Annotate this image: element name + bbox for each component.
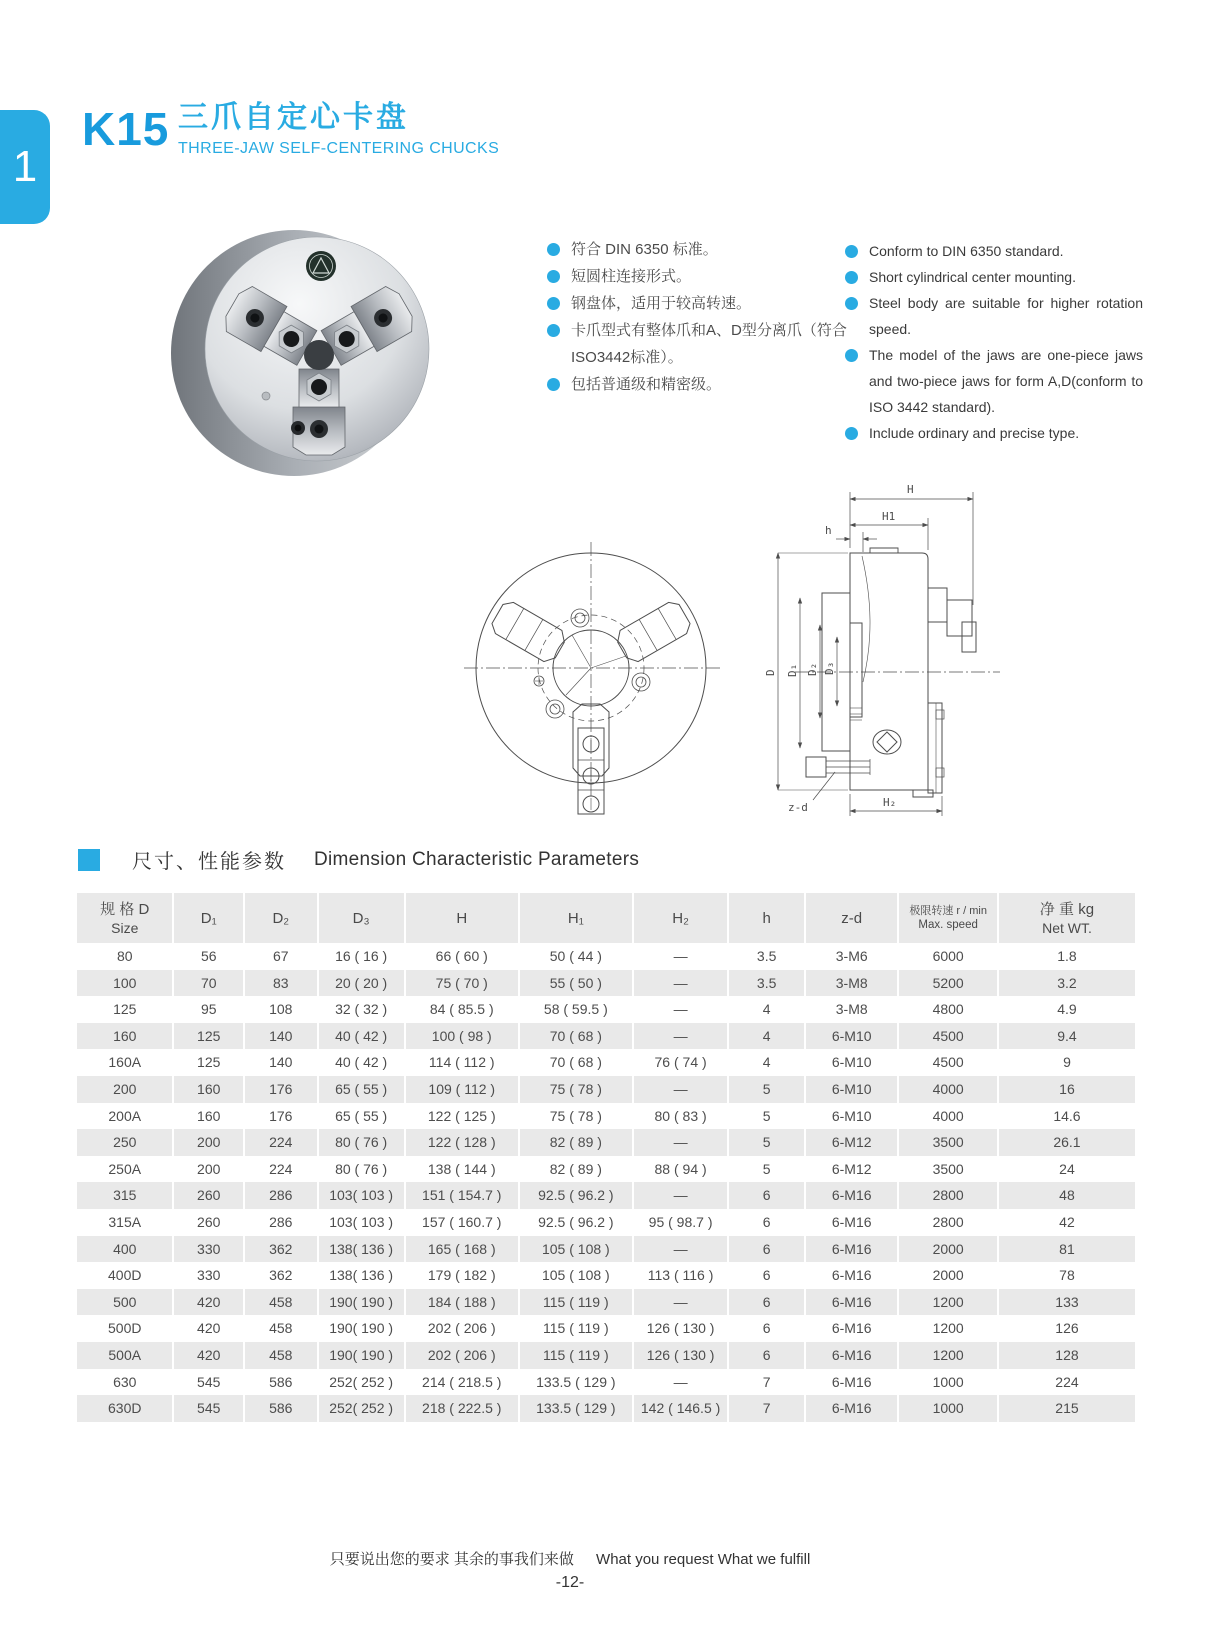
table-cell: 4 <box>762 1054 771 1071</box>
feature-item <box>547 371 847 398</box>
table-cell: 260 <box>174 1182 243 1209</box>
table-row <box>77 1236 1135 1263</box>
table-cell: 83 <box>245 970 317 997</box>
table-cell: 3-M8 <box>835 1001 868 1018</box>
col-header: z-d <box>806 893 897 943</box>
table-cell: 6-M12 <box>831 1160 872 1177</box>
table-cell: 214 ( 218.5 ) <box>422 1373 502 1390</box>
table-cell: — <box>673 948 688 964</box>
table-cell: 315A <box>108 1213 142 1230</box>
table-cell: 420 <box>197 1320 221 1337</box>
chapter-tab <box>0 110 50 224</box>
section-heading <box>78 845 639 874</box>
feature-text: 包括普通级和精密级。 <box>571 376 722 393</box>
table-cell: 75 ( 70 ) <box>406 970 518 997</box>
table-row <box>77 1369 1135 1396</box>
table-cell: 126 ( 130 ) <box>646 1320 715 1337</box>
table-cell: 70 ( 68 ) <box>549 1054 602 1071</box>
table-cell: 3-M6 <box>835 948 868 964</box>
table-cell: 6-M16 <box>831 1320 872 1337</box>
table-cell: 1.8 <box>1057 948 1077 964</box>
table-cell: 6-M10 <box>831 1054 872 1071</box>
table-cell: 70 ( 68 ) <box>520 1023 632 1050</box>
brand-logo-badge <box>306 251 336 281</box>
table-cell: 5 <box>762 1160 771 1177</box>
feature-text: Include ordinary and precise type. <box>869 425 1080 441</box>
table-cell: 58 ( 59.5 ) <box>543 1001 608 1018</box>
table-cell: 6 <box>729 1289 804 1316</box>
table-row <box>77 1182 1135 1209</box>
table-cell: 157 ( 160.7 ) <box>422 1213 502 1230</box>
table-cell: 5 <box>729 1076 804 1103</box>
table-cell: 125 <box>113 1001 137 1018</box>
page-title-zh: 三爪自定心卡盘 <box>178 101 409 134</box>
table-cell: 6-M16 <box>831 1267 872 1284</box>
title-block <box>178 92 499 158</box>
table-cell: 252( 252 ) <box>329 1373 394 1390</box>
table-cell: 3500 <box>899 1129 997 1156</box>
table-cell: 286 <box>245 1182 317 1209</box>
table-cell: 6 <box>729 1182 804 1209</box>
col-header: H₁ <box>520 893 632 943</box>
table-cell: 138( 136 ) <box>319 1236 404 1263</box>
table-cell: — <box>634 1023 727 1050</box>
table-cell: 7 <box>729 1395 804 1422</box>
table-cell: 586 <box>245 1395 317 1422</box>
dim-label-zd: z-d <box>788 801 808 814</box>
table-cell: 4 <box>729 1023 804 1050</box>
jaw-block <box>928 588 976 652</box>
table-cell: 1000 <box>932 1373 964 1390</box>
footer-slogan <box>0 1548 1140 1569</box>
dim-label-H2: H₂ <box>883 796 897 809</box>
table-cell: 4.9 <box>1057 1001 1077 1018</box>
table-cell: — <box>634 1076 727 1103</box>
table-cell: 2800 <box>899 1182 997 1209</box>
col-header: 极限转速 r / min Max. speed <box>899 893 997 943</box>
table-cell: 140 <box>269 1054 293 1071</box>
product-photo <box>148 222 458 484</box>
table-cell: 9 <box>1063 1054 1071 1071</box>
table-cell: 75 ( 78 ) <box>520 1076 632 1103</box>
table-cell: 224 <box>1055 1373 1079 1390</box>
table-cell: 103( 103 ) <box>319 1182 404 1209</box>
feature-text: Conform to DIN 6350 standard. <box>869 243 1064 259</box>
table-cell: 6-M16 <box>806 1289 897 1316</box>
table-cell: 4500 <box>899 1023 997 1050</box>
table-cell: 458 <box>245 1289 317 1316</box>
table-cell: 500A <box>77 1342 172 1369</box>
table-cell: 78 <box>1059 1267 1075 1284</box>
table-cell: 80 ( 76 ) <box>319 1129 404 1156</box>
table-cell: 224 <box>269 1160 293 1177</box>
table-row <box>77 1023 1135 1050</box>
table-row <box>77 1129 1135 1156</box>
table-cell: 176 <box>245 1076 317 1103</box>
table-cell: 1200 <box>932 1320 964 1337</box>
table-cell: 4 <box>762 1001 771 1018</box>
table-cell: 200 <box>174 1129 243 1156</box>
table-cell: 65 ( 55 ) <box>335 1107 388 1124</box>
table-cell: — <box>673 1373 688 1390</box>
table-cell: 113 ( 116 ) <box>647 1267 714 1284</box>
table-cell: 458 <box>245 1342 317 1369</box>
table-cell: — <box>634 1289 727 1316</box>
page-title-en: THREE-JAW SELF-CENTERING CHUCKS <box>178 140 500 157</box>
table-cell: 6-M10 <box>831 1107 872 1124</box>
table-cell: 400D <box>108 1267 142 1284</box>
table-cell: 3.2 <box>999 970 1135 997</box>
table-cell: 40 ( 42 ) <box>335 1054 388 1071</box>
table-cell: 100 <box>77 970 172 997</box>
table-cell: 105 ( 108 ) <box>541 1267 610 1284</box>
table-cell: 200A <box>108 1107 142 1124</box>
table-cell: 1000 <box>899 1395 997 1422</box>
table-cell: 26.1 <box>999 1129 1135 1156</box>
mounting-screw-holes <box>534 609 650 718</box>
table-cell: 126 <box>1055 1320 1079 1337</box>
table-cell: 6 <box>762 1267 771 1284</box>
bottom-jaw-rack <box>578 728 604 814</box>
table-cell: 6 <box>762 1213 771 1230</box>
table-cell: 80 <box>116 948 133 964</box>
table-cell: 1200 <box>899 1289 997 1316</box>
feature-item <box>845 238 1143 264</box>
table-cell: 4800 <box>932 1001 964 1018</box>
table-row <box>77 1209 1135 1236</box>
table-cell: 133.5 ( 129 ) <box>536 1373 616 1390</box>
table-cell: 2000 <box>899 1236 997 1263</box>
table-cell: 330 <box>174 1236 243 1263</box>
col-header: 规 格 D Size <box>77 893 172 943</box>
side-view-drawing <box>700 440 1150 830</box>
table-cell: 545 <box>174 1395 243 1422</box>
table-cell: 122 ( 128 ) <box>406 1129 518 1156</box>
table-cell: 224 <box>245 1129 317 1156</box>
table-cell: 3.5 <box>756 948 777 964</box>
table-cell: 400 <box>77 1236 172 1263</box>
table-cell: 55 ( 50 ) <box>520 970 632 997</box>
feature-item <box>547 236 847 263</box>
table-row <box>77 970 1135 997</box>
bullet-icon <box>845 245 858 258</box>
dim-label-h: h <box>825 524 832 537</box>
section-bullet-square <box>78 849 100 871</box>
bullet-icon <box>547 324 560 337</box>
table-cell: 6-M10 <box>806 1076 897 1103</box>
table-cell: 16 <box>999 1076 1135 1103</box>
table-cell: 2000 <box>932 1267 964 1284</box>
model-code: K15 <box>82 103 170 155</box>
table-cell: — <box>634 1129 727 1156</box>
table-cell: 420 <box>174 1289 243 1316</box>
table-cell: 190( 190 ) <box>329 1320 394 1337</box>
table-cell: 218 ( 222.5 ) <box>406 1395 518 1422</box>
table-cell: 6-M16 <box>831 1213 872 1230</box>
table-cell: 200 <box>197 1160 221 1177</box>
table-cell: 586 <box>269 1373 293 1390</box>
table-cell: 545 <box>197 1373 221 1390</box>
table-cell: 67 <box>273 948 289 964</box>
table-cell: 160A <box>108 1054 142 1071</box>
table-cell: 165 ( 168 ) <box>406 1236 518 1263</box>
table-cell: 5 <box>729 1129 804 1156</box>
table-cell: 6 <box>729 1342 804 1369</box>
bullet-icon <box>845 427 858 440</box>
bullet-icon <box>547 243 560 256</box>
col-header: H₂ <box>634 893 727 943</box>
table-cell: 250 <box>77 1129 172 1156</box>
feature-item <box>845 264 1143 290</box>
table-cell: 138( 136 ) <box>329 1267 394 1284</box>
table-cell: 133 <box>999 1289 1135 1316</box>
table-cell: 92.5 ( 96.2 ) <box>538 1213 614 1230</box>
table-cell: 330 <box>197 1267 221 1284</box>
table-cell: 6 <box>729 1236 804 1263</box>
dim-label-H: H <box>907 483 914 496</box>
table-cell: 24 <box>1059 1160 1075 1177</box>
table-row <box>77 1342 1135 1369</box>
table-cell: 6-M16 <box>806 1182 897 1209</box>
table-cell: 84 ( 85.5 ) <box>429 1001 494 1018</box>
table-cell: 6-M16 <box>806 1236 897 1263</box>
table-cell: 2800 <box>932 1213 964 1230</box>
feature-text: 符合 DIN 6350 标准。 <box>571 241 718 258</box>
table-cell: 114 ( 112 ) <box>428 1054 495 1071</box>
footer-slogan-en: What you request What we fulfill <box>596 1551 811 1568</box>
table-row <box>77 1315 1135 1342</box>
table-cell: 420 <box>174 1342 243 1369</box>
rear-boss <box>913 703 944 797</box>
feature-text: Steel body are suitable for higher rotation speed. <box>869 295 1143 337</box>
table-row <box>77 1262 1135 1289</box>
table-cell: 105 ( 108 ) <box>520 1236 632 1263</box>
dim-label-D2: D₂ <box>806 662 819 676</box>
table-cell: 202 ( 206 ) <box>427 1320 496 1337</box>
table-cell: 200 <box>77 1076 172 1103</box>
table-cell: 4500 <box>932 1054 964 1071</box>
table-cell: 80 ( 83 ) <box>654 1107 707 1124</box>
table-cell: 630 <box>113 1373 137 1390</box>
table-cell: 76 ( 74 ) <box>654 1054 707 1071</box>
table-cell: 95 ( 98.7 ) <box>648 1213 713 1230</box>
table-row <box>77 1289 1135 1316</box>
feature-text: The model of the jaws are one-piece jaws and two-piece jaws for form A,D(conform to ISO 3442 standard). <box>869 347 1143 415</box>
table-cell: — <box>634 970 727 997</box>
table-cell: 81 <box>999 1236 1135 1263</box>
table-cell: 88 ( 94 ) <box>654 1160 707 1177</box>
table-cell: 6000 <box>932 948 964 964</box>
table-cell: 70 <box>174 970 243 997</box>
table-cell: 103( 103 ) <box>329 1213 394 1230</box>
section-title-en: Dimension Characteristic Parameters <box>314 848 640 870</box>
table-cell: 92.5 ( 96.2 ) <box>520 1182 632 1209</box>
page-number: -12- <box>555 1574 585 1591</box>
bullet-icon <box>845 297 858 310</box>
table-cell: 125 <box>174 1023 243 1050</box>
table-cell: 82 ( 89 ) <box>549 1160 602 1177</box>
table-cell: 3500 <box>932 1160 964 1177</box>
dim-label-D3: D₃ <box>823 661 836 675</box>
feature-text: Short cylindrical center mounting. <box>869 269 1076 285</box>
table-cell: 14.6 <box>1053 1107 1081 1124</box>
table-cell: 50 ( 44 ) <box>549 948 602 964</box>
table-cell: 6-M12 <box>806 1129 897 1156</box>
table-row <box>77 943 1135 970</box>
col-header: D₁ <box>174 893 243 943</box>
chapter-number: 1 <box>12 142 38 191</box>
bullet-icon <box>547 297 560 310</box>
feature-item <box>547 290 847 317</box>
table-cell: 126 ( 130 ) <box>634 1342 727 1369</box>
table-cell: 115 ( 119 ) <box>543 1320 609 1337</box>
table-row <box>77 996 1135 1023</box>
col-header: 净 重 kg Net WT. <box>999 893 1135 943</box>
table-cell: 75 ( 78 ) <box>549 1107 602 1124</box>
scroll-lines <box>566 635 626 695</box>
table-cell: 315 <box>77 1182 172 1209</box>
col-header: D₂ <box>245 893 317 943</box>
table-cell: 65 ( 55 ) <box>319 1076 404 1103</box>
zd-screw <box>806 757 870 800</box>
table-cell: 4000 <box>899 1076 997 1103</box>
table-cell: 82 ( 89 ) <box>520 1129 632 1156</box>
feature-text: 钢盘体，适用于较高转速。 <box>571 295 752 312</box>
key-socket <box>873 730 901 754</box>
table-cell: — <box>634 1236 727 1263</box>
table-cell: 3-M8 <box>806 970 897 997</box>
table-cell: 80 ( 76 ) <box>335 1160 388 1177</box>
dim-label-H1: H1 <box>882 510 896 523</box>
table-row <box>77 1049 1135 1076</box>
chuck-section-outline <box>822 548 928 790</box>
table-cell: 190( 190 ) <box>319 1342 404 1369</box>
table-cell: 138 ( 144 ) <box>427 1160 496 1177</box>
feature-item <box>547 317 847 371</box>
table-cell: 500D <box>108 1320 142 1337</box>
table-cell: 202 ( 206 ) <box>406 1342 518 1369</box>
table-cell: 42 <box>1059 1213 1075 1230</box>
bullet-icon <box>547 378 560 391</box>
feature-text: 短圆柱连接形式。 <box>571 268 692 285</box>
feature-text: 卡爪型式有整体爪和A、D型分离爪（符合ISO3442标准）。 <box>571 322 847 366</box>
table-row <box>77 1103 1135 1130</box>
dim-label-D1: D₁ <box>786 663 799 677</box>
table-cell: 20 ( 20 ) <box>319 970 404 997</box>
table-cell: 6 <box>762 1320 771 1337</box>
table-cell: 630D <box>77 1395 172 1422</box>
table-cell: 115 ( 119 ) <box>520 1342 632 1369</box>
table-cell: 5 <box>762 1107 771 1124</box>
table-cell: 184 ( 188 ) <box>406 1289 518 1316</box>
dim-label-D: D <box>764 669 777 676</box>
feature-item <box>845 290 1143 342</box>
table-cell: 362 <box>245 1236 317 1263</box>
dimension-labels <box>764 483 914 814</box>
table-row <box>77 1076 1135 1103</box>
table-cell: 109 ( 112 ) <box>406 1076 518 1103</box>
col-header: h <box>729 893 804 943</box>
table-cell: 100 ( 98 ) <box>406 1023 518 1050</box>
table-header-row <box>77 893 1135 943</box>
table-cell: 95 <box>200 1001 217 1018</box>
feature-item <box>547 263 847 290</box>
table-cell: 3.5 <box>729 970 804 997</box>
bullet-icon <box>547 270 560 283</box>
table-cell: 56 <box>200 948 217 964</box>
feature-list-en <box>845 238 1143 446</box>
feature-item <box>845 342 1143 420</box>
table-cell: 16 ( 16 ) <box>335 948 388 964</box>
table-cell: — <box>673 1001 688 1018</box>
table-cell: 6-M16 <box>806 1342 897 1369</box>
table-cell: 176 <box>269 1107 293 1124</box>
section-title-zh: 尺寸、性能参数 <box>132 851 286 873</box>
table-cell: 6-M16 <box>831 1373 872 1390</box>
table-cell: 7 <box>762 1373 771 1390</box>
table-cell: 115 ( 119 ) <box>520 1289 632 1316</box>
table-cell: 252( 252 ) <box>319 1395 404 1422</box>
table-cell: 128 <box>999 1342 1135 1369</box>
table-cell: 122 ( 125 ) <box>427 1107 496 1124</box>
face-screw-hole <box>295 425 302 432</box>
table-cell: 125 <box>197 1054 221 1071</box>
table-cell: 160 <box>174 1076 243 1103</box>
table-cell: 286 <box>269 1213 293 1230</box>
table-cell: 151 ( 154.7 ) <box>406 1182 518 1209</box>
bullet-icon <box>845 271 858 284</box>
table-cell: 160 <box>197 1107 221 1124</box>
table-cell: 5200 <box>899 970 997 997</box>
table-cell: 66 ( 60 ) <box>435 948 488 964</box>
table-cell: 362 <box>269 1267 293 1284</box>
table-cell: 250A <box>108 1160 142 1177</box>
table-cell: 215 <box>999 1395 1135 1422</box>
table-cell: 32 ( 32 ) <box>335 1001 388 1018</box>
table-row <box>77 1156 1135 1183</box>
table-cell: 179 ( 182 ) <box>427 1267 496 1284</box>
table-cell: 190( 190 ) <box>319 1289 404 1316</box>
table-cell: 133.5 ( 129 ) <box>520 1395 632 1422</box>
table-cell: 1200 <box>899 1342 997 1369</box>
table-cell: 500 <box>77 1289 172 1316</box>
table-cell: 6-M16 <box>806 1395 897 1422</box>
table-cell: 142 ( 146.5 ) <box>634 1395 727 1422</box>
feature-list-zh <box>547 236 847 398</box>
table-row <box>77 1395 1135 1422</box>
table-cell: 260 <box>197 1213 221 1230</box>
table-cell: 40 ( 42 ) <box>319 1023 404 1050</box>
dimension-table <box>75 893 1137 1422</box>
locating-pin <box>262 392 270 400</box>
table-cell: 160 <box>77 1023 172 1050</box>
footer-slogan-zh: 只要说出您的要求 其余的事我们来做 <box>329 1551 574 1568</box>
col-header: D₃ <box>319 893 404 943</box>
table-cell: — <box>634 1182 727 1209</box>
table-cell: 140 <box>245 1023 317 1050</box>
table-cell: 458 <box>269 1320 293 1337</box>
dimension-lines <box>778 492 973 816</box>
col-header: H <box>406 893 518 943</box>
bullet-icon <box>845 349 858 362</box>
table-cell: 48 <box>999 1182 1135 1209</box>
table-cell: 108 <box>269 1001 293 1018</box>
table-cell: 6-M10 <box>806 1023 897 1050</box>
table-cell: 4000 <box>932 1107 964 1124</box>
table-cell: 9.4 <box>999 1023 1135 1050</box>
